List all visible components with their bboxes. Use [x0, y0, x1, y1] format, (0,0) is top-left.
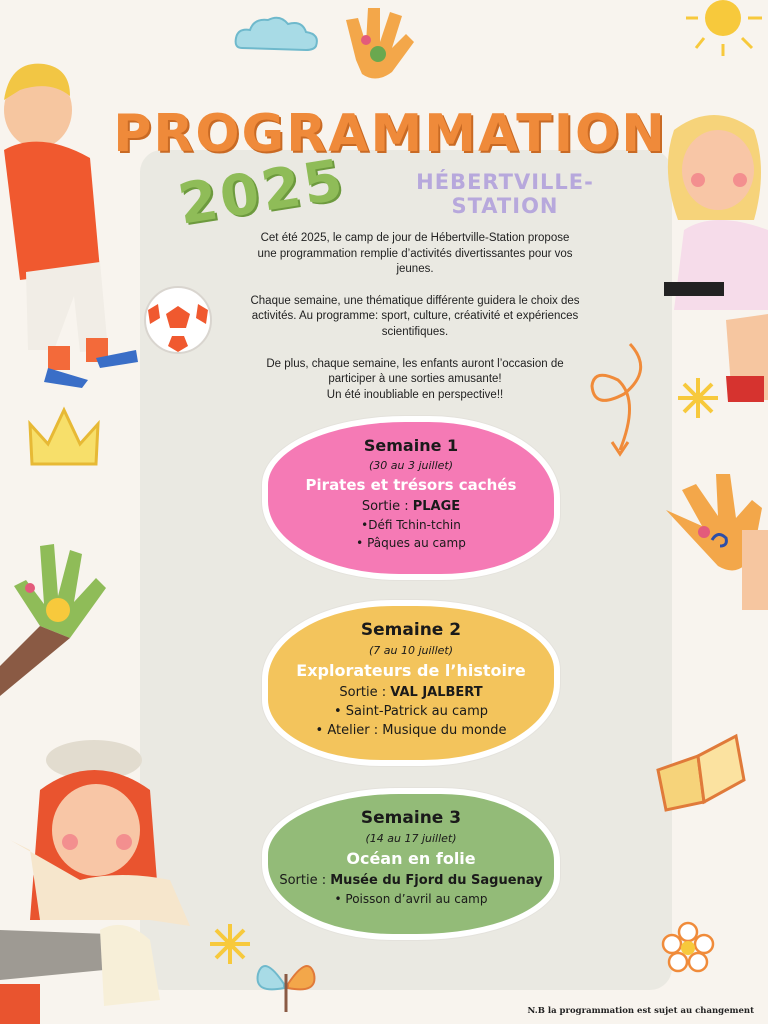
- butterfly-icon: [254, 954, 318, 1016]
- week-theme: Explorateurs de l’histoire: [296, 661, 526, 680]
- week-2-card: [262, 600, 560, 766]
- flower-icon: [208, 922, 252, 966]
- week-dates: (14 au 17 juillet): [365, 832, 457, 845]
- week-label: Semaine 3: [360, 808, 462, 828]
- outing-label: Sortie :: [279, 873, 331, 888]
- book-icon: [654, 730, 748, 814]
- intro-paragraph-3-line-1: De plus, chaque semaine, les enfants auront l’occasion de participer à une sorties amusante!: [266, 357, 564, 386]
- painted-hand-right-icon: [662, 470, 768, 610]
- outline-flower-icon: [660, 920, 716, 976]
- intro-text: [250, 231, 580, 419]
- week-activity: •Défi Tchin-tchin: [361, 518, 461, 532]
- swirl-arrow-icon: [584, 340, 654, 460]
- week-label: Semaine 1: [363, 436, 459, 455]
- soccer-ball-icon: [142, 284, 214, 356]
- week-1-card: [262, 416, 560, 580]
- footer-note: N.B la programmation est sujet au changement: [527, 1006, 754, 1016]
- painted-hand-left-icon: [0, 526, 110, 696]
- week-3-card: [262, 788, 560, 940]
- intro-paragraph-3: [250, 357, 580, 404]
- intro-paragraph-2: Chaque semaine, une thématique différente guidera le choix des activités. Au programme: sport, culture, créativité et expériences scientifiques.: [250, 294, 580, 338]
- week-theme: Pirates et trésors cachés: [305, 476, 517, 494]
- week-label: Semaine 2: [360, 620, 462, 640]
- cloud-icon: [232, 12, 322, 56]
- boy-illustration: [0, 50, 140, 390]
- girl-illustration-left: [0, 730, 200, 1024]
- intro-paragraph-1: Cet été 2025, le camp de jour de Hébertville-Station propose une programmation remplie d’activités divertissantes pour vos jeunes.: [257, 232, 573, 276]
- week-outing: [268, 499, 554, 514]
- sun-icon: [668, 0, 768, 60]
- town-name: HÉBERTVILLE-STATION: [416, 170, 594, 218]
- year-label: 2025: [173, 147, 350, 238]
- intro-paragraph-3-line-2: Un été inoubliable en perspective!!: [326, 388, 504, 401]
- week-activity: • Pâques au camp: [356, 536, 466, 550]
- outing-name: PLAGE: [412, 499, 461, 514]
- outing-name: Musée du Fjord du Saguenay: [330, 873, 543, 888]
- outing-name: VAL JALBERT: [390, 685, 483, 700]
- page-title: PROGRAMMATION: [113, 104, 667, 164]
- week-outing: [268, 873, 554, 888]
- crown-icon: [26, 404, 104, 480]
- outing-label: Sortie :: [361, 499, 413, 514]
- girl-illustration-right: [654, 100, 768, 410]
- week-theme: Océan en folie: [346, 849, 476, 868]
- painted-hand-icon: [336, 0, 416, 85]
- outing-label: Sortie :: [339, 685, 391, 700]
- week-dates: (30 au 3 juillet): [368, 459, 454, 472]
- week-dates: (7 au 10 juillet): [368, 644, 454, 657]
- sparkle-icon: [676, 376, 720, 420]
- week-outing: [268, 685, 554, 700]
- week-activity: • Atelier : Musique du monde: [315, 723, 507, 738]
- week-activity: • Saint-Patrick au camp: [333, 704, 489, 719]
- week-activity: • Poisson d’avril au camp: [334, 892, 488, 906]
